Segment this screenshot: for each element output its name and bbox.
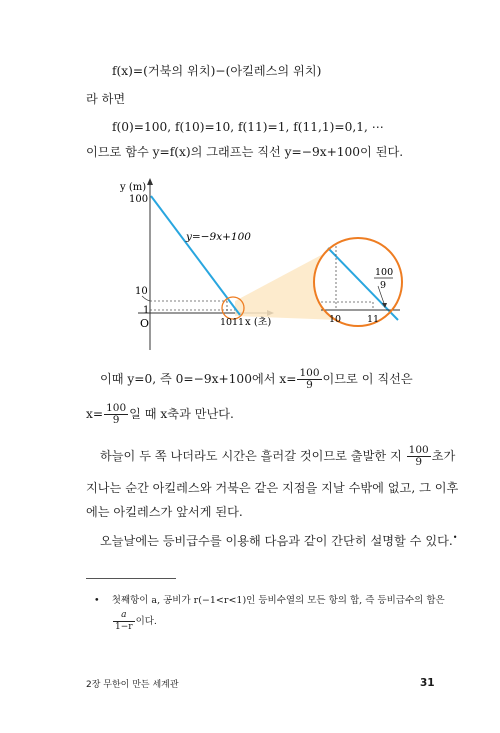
tick-x-10: 10	[220, 317, 233, 328]
footnote-line-2: $\frac{a}{1-r}$ 이다.	[115, 610, 157, 632]
paragraph-line-1: 하늘이 두 쪽 나더라도 시간은 흘러갈 것이므로 출발한 지 $\frac{100}{9}$ 초가	[100, 444, 456, 468]
y-axis-label: y (m)	[120, 182, 147, 193]
zoom-tick-11: 11	[367, 314, 380, 325]
x-axis-label: x (초)	[245, 317, 272, 328]
tick-x-11: 11	[232, 317, 245, 328]
fraction-100-9-b: $\frac{100}{9}$	[106, 402, 127, 426]
text-laha: 라 하면	[86, 92, 126, 106]
graph-figure	[0, 170, 500, 370]
footnote-mark: •	[452, 533, 458, 542]
zoom-tick-10: 10	[329, 314, 342, 325]
line-graph	[151, 196, 240, 315]
footnote-bullet: •	[94, 595, 100, 606]
y-axis-arrow	[147, 178, 153, 185]
tick-1: 1	[143, 305, 150, 316]
tick-100: 100	[129, 194, 149, 205]
zoom-frac-num: 100	[375, 267, 394, 278]
function-values: f(0)=100, f(10)=10, f(11)=1, f(11,1)=0,1, ⋯	[112, 120, 384, 134]
zoom-frac-den: 9	[380, 280, 387, 291]
function-definition: f(x)=(거북의 위치)−(아킬레스의 위치)	[112, 64, 322, 78]
footnote-rule	[86, 578, 176, 579]
paragraph-line-2: 지나는 순간 아킬레스와 거북은 같은 지점을 지날 수밖에 없고, 그 이후	[86, 481, 459, 495]
page-number: 31	[420, 677, 435, 689]
fraction-a-over-1-r: $\frac{a}{1-r}$	[115, 610, 133, 632]
line-label: y=−9x+100	[186, 231, 251, 243]
tick-10: 10	[135, 286, 148, 297]
paragraph-line-4: 오늘날에는 등비급수를 이용해 다음과 같이 간단히 설명할 수 있다.•	[100, 533, 458, 549]
fraction-100-9-c: $\frac{100}{9}$	[408, 444, 429, 468]
footer-chapter: 2장 무한이 만든 세계관	[86, 680, 179, 690]
intersection-sentence: x= $\frac{100}{9}$ 일 때 x축과 만난다.	[86, 402, 234, 426]
solve-sentence: 이때 y=0, 즉 0=−9x+100에서 x= $\frac{100}{9}$ 이므로 이 직선은	[100, 367, 413, 391]
graph-sentence: 이므로 함수 y=f(x)의 그래프는 직선 y=−9x+100이 된다.	[86, 145, 404, 159]
origin-label: O	[140, 317, 150, 330]
fraction-100-9: $\frac{100}{9}$	[299, 367, 320, 391]
paragraph-line-3: 에는 아킬레스가 앞서게 된다.	[86, 505, 243, 519]
footnote-line-1: • 첫째항이 a, 공비가 r(−1<r<1)인 등비수열의 모든 항의 합, 즉 등비급수의 합은	[94, 595, 445, 606]
